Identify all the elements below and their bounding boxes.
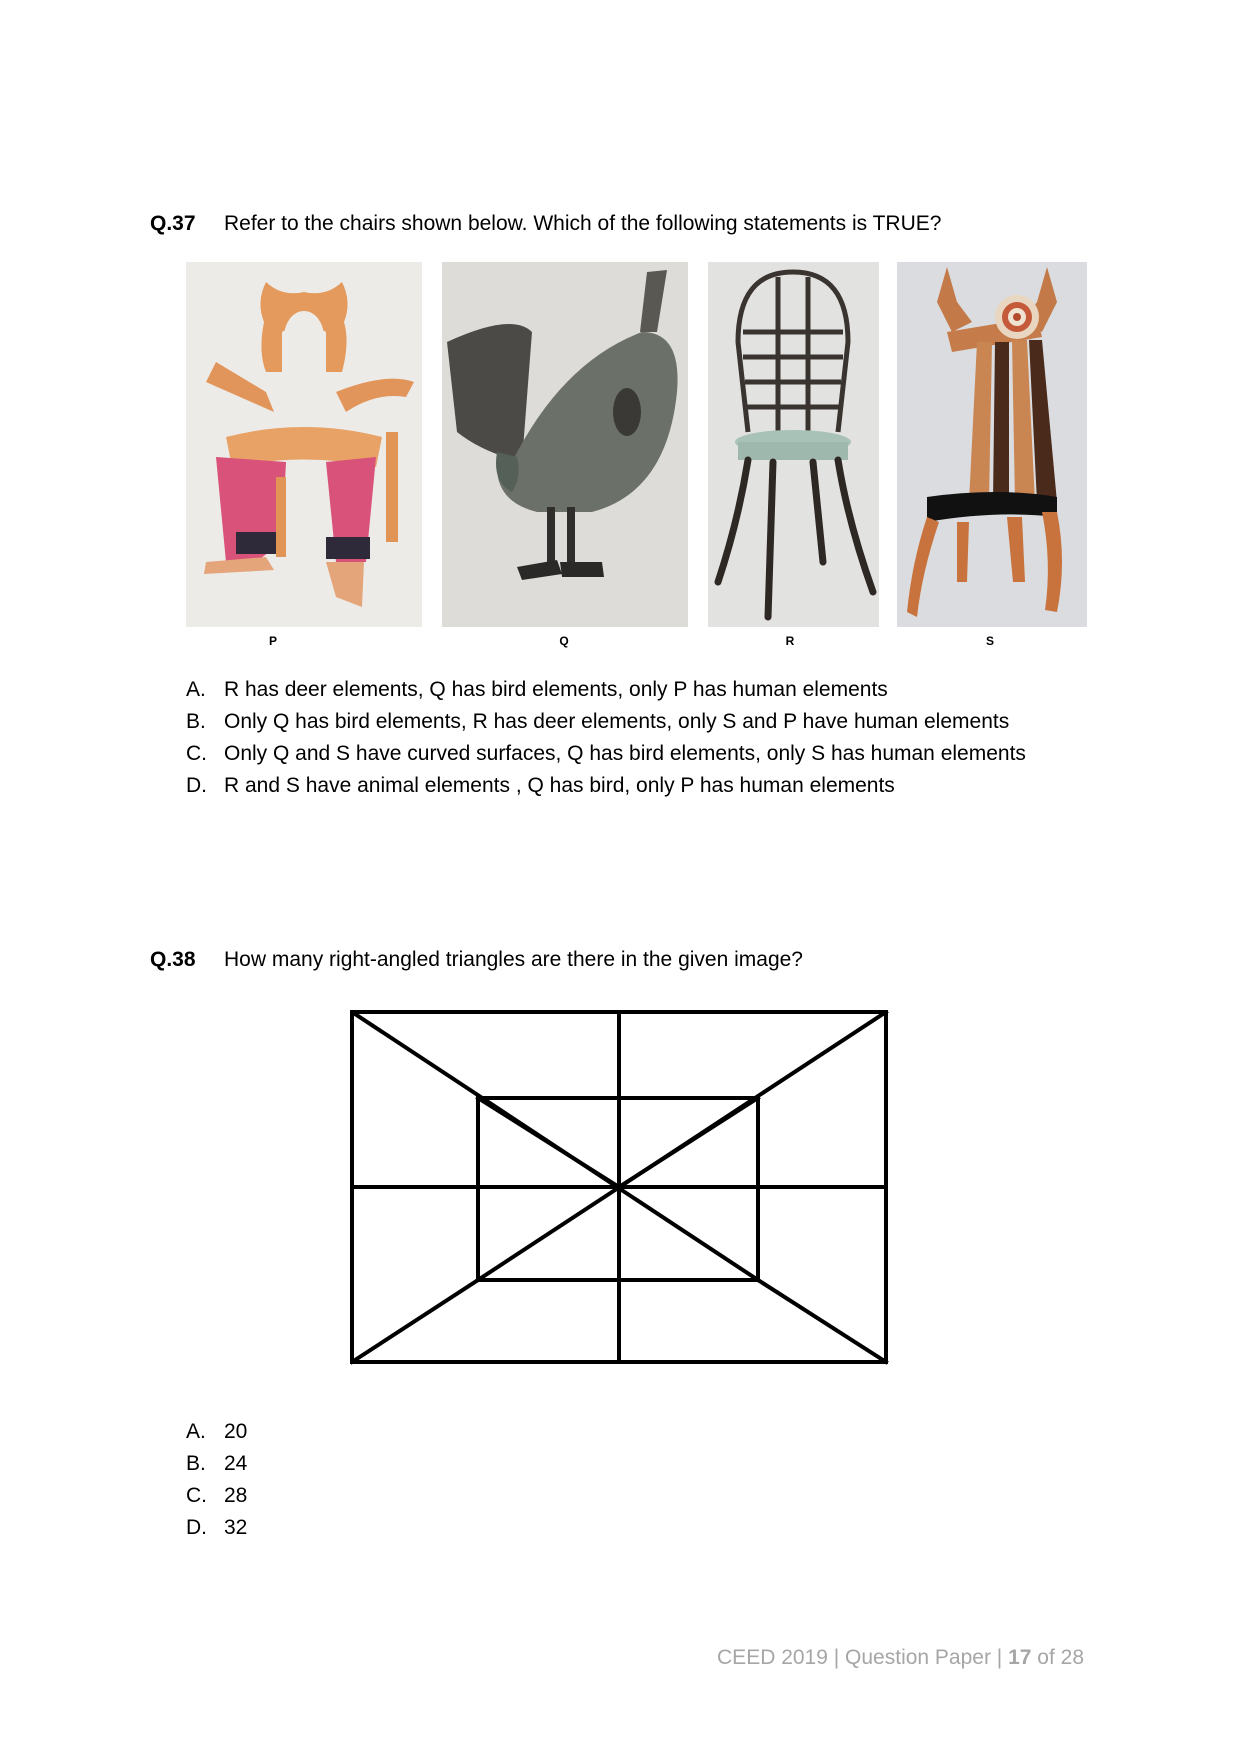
q38-option-a-letter: A.	[186, 1420, 206, 1443]
q37-option-d-letter: D.	[186, 774, 207, 797]
q38-option-c-text: 28	[224, 1484, 248, 1507]
question-38-number: Q.38	[150, 948, 196, 971]
figure-diagonal-4	[758, 1280, 886, 1362]
footer-page-number: 17	[1008, 1646, 1032, 1669]
q38-option-d-letter: D.	[186, 1516, 207, 1539]
chair-q-image	[442, 262, 688, 627]
q37-option-d-text: R and S have animal elements , Q has bird, only P has human elements	[224, 774, 895, 797]
footer-prefix: CEED 2019 | Question Paper |	[717, 1646, 1009, 1669]
chair-p-image	[186, 262, 422, 627]
figure-inner-diagonal-2	[619, 1098, 758, 1187]
chair-p-illustration	[186, 262, 422, 627]
footer-suffix: of 28	[1031, 1646, 1084, 1669]
q38-option-a-text: 20	[224, 1420, 248, 1443]
question-37-text: Refer to the chairs shown below. Which of the following statements is TRUE?	[224, 212, 942, 235]
chair-label-s: S	[985, 634, 994, 648]
chair-s-illustration	[897, 262, 1087, 627]
q37-option-b-letter: B.	[186, 710, 206, 733]
q38-option-d-text: 32	[224, 1516, 248, 1539]
figure-inner-diagonal-1	[478, 1098, 619, 1187]
q37-option-c-text: Only Q and S have curved surfaces, Q has bird elements, only S has human elements	[224, 742, 1026, 765]
q38-option-c-letter: C.	[186, 1484, 207, 1507]
chair-s-image	[897, 262, 1087, 627]
chair-r-image	[708, 262, 879, 627]
triangle-figure	[350, 1010, 890, 1370]
page-footer	[717, 1646, 1084, 1670]
chair-q-illustration	[442, 262, 688, 627]
q38-option-b-text: 24	[224, 1452, 248, 1475]
chair-label-r: R	[785, 634, 795, 648]
figure-diagonal-3	[352, 1280, 478, 1362]
q37-option-b-text: Only Q has bird elements, R has deer elements, only S and P have human elements	[224, 710, 1010, 733]
chair-label-p: P	[268, 634, 277, 648]
q38-option-b-letter: B.	[186, 1452, 206, 1475]
q37-option-a-text: R has deer elements, Q has bird elements, only P has human elements	[224, 678, 888, 701]
q37-option-c-letter: C.	[186, 742, 207, 765]
question-37-number: Q.37	[150, 212, 196, 235]
chair-r-illustration	[708, 262, 879, 627]
question-38-text: How many right-angled triangles are there in the given image?	[224, 948, 803, 971]
chair-label-q: Q	[559, 634, 569, 648]
q37-option-a-letter: A.	[186, 678, 206, 701]
